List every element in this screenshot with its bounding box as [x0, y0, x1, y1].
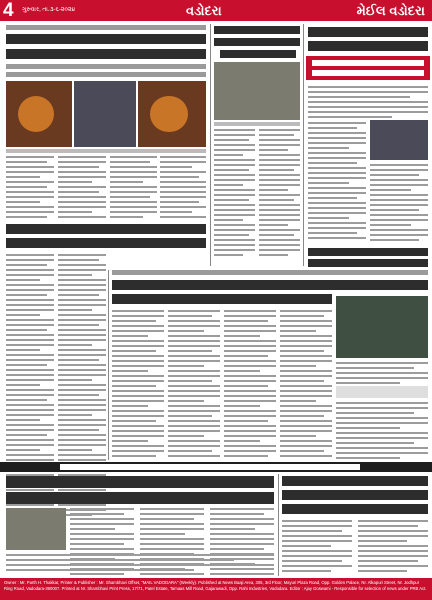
center-feature-body-column-2 [168, 310, 220, 460]
center-feature-headline-line-1 [112, 280, 428, 290]
middle-top-headline-line-2 [214, 38, 300, 46]
right-third-headline [336, 386, 428, 398]
right-top-intro [308, 86, 428, 121]
lead-body-column-2 [58, 156, 106, 221]
center-feature-body-column-3 [224, 310, 276, 460]
lead-photo-3 [138, 81, 206, 147]
right-top-body-column-1 [308, 122, 366, 242]
bottom-right-headline-line-2 [282, 490, 428, 500]
lead-body-column-3 [110, 156, 157, 221]
lead-photo-1 [6, 81, 72, 147]
right-second-body [336, 362, 428, 387]
lead-photo-2 [74, 81, 136, 147]
right-top-headline-line-1 [308, 27, 428, 37]
lead-subhead-line-1 [6, 64, 206, 69]
bottom-headline-line-2 [6, 492, 274, 504]
middle-top-body-column-2 [259, 129, 300, 259]
right-third-body [336, 402, 428, 462]
column-rule [210, 24, 211, 266]
left-second-headline-line-1 [6, 224, 206, 234]
lead-kicker [6, 25, 206, 30]
center-feature-headline-line-2 [112, 294, 332, 304]
bottom-right-headline-line-1 [282, 476, 428, 486]
bottom-right-headline-line-3 [282, 504, 428, 514]
middle-top-headline-line-1 [214, 26, 300, 34]
issue-date: ગુરુવાર, તા.૩-૬-૨૦૨૪ [22, 7, 76, 13]
center-feature-photo [336, 296, 428, 358]
right-top-highlight-line-2 [312, 70, 424, 76]
center-feature-body-column-1 [112, 310, 164, 460]
lead-subhead-line-2 [6, 72, 206, 77]
column-rule [108, 270, 109, 460]
left-second-headline-line-2 [6, 238, 206, 248]
middle-top-body-column-1 [214, 129, 255, 259]
right-top-body-column-2 [370, 164, 428, 244]
lead-photo-caption [6, 149, 206, 153]
lead-headline-line-2 [6, 49, 206, 59]
center-feature-body-column-4 [280, 310, 332, 460]
publication-title: મેઈલ વડોદરા [356, 3, 425, 18]
right-top-photo [370, 120, 428, 160]
middle-top-photo-caption [214, 122, 300, 126]
bottom-body-tail [6, 554, 274, 574]
lead-headline-line-1 [6, 34, 206, 44]
bottom-right-body-column-2 [358, 520, 428, 575]
middle-top-headline-line-3 [220, 50, 296, 58]
right-second-headline-line-2 [308, 259, 428, 267]
lead-body-column-4 [160, 156, 206, 221]
bottom-right-body-column-1 [282, 520, 352, 575]
bottom-kicker-text [60, 464, 360, 470]
middle-top-photo [214, 62, 300, 120]
section-title: વડોદરા [186, 3, 222, 18]
bottom-headline-line-1 [6, 476, 274, 488]
right-top-headline-line-2 [308, 41, 428, 51]
bottom-lead-photo [6, 508, 66, 550]
column-rule [303, 24, 304, 266]
lead-body-column-1 [6, 156, 54, 221]
right-second-headline-line-1 [308, 248, 428, 256]
page-number: 4 [3, 0, 14, 21]
column-rule [278, 474, 279, 576]
right-top-highlight-line-1 [312, 60, 424, 66]
footer-imprint: Owner : Mr. Parth H. Thakkar, Printer & Publisher : Mr. Shambhavi Offset, "MAIL VADODARA" (Weekly). Published at News Baaji Area, 305, 3rd Floor, Mayuri Plaza Road, Opp. Golden Palace, Nr. Alkapuri Street, Nr. Jodhpur Ring Road, Vadodara-390007. Printed at Nr. Shambhavi Print Press, 17/71, Patel Estate, Tamaas Mill Road, Gajarawadi, Opp. Rahi Industries, Vadodara. Editor : Ajay Goswami - Responsible for selection of news under PRB Act. [4, 580, 427, 591]
center-feature-kicker [112, 270, 428, 275]
